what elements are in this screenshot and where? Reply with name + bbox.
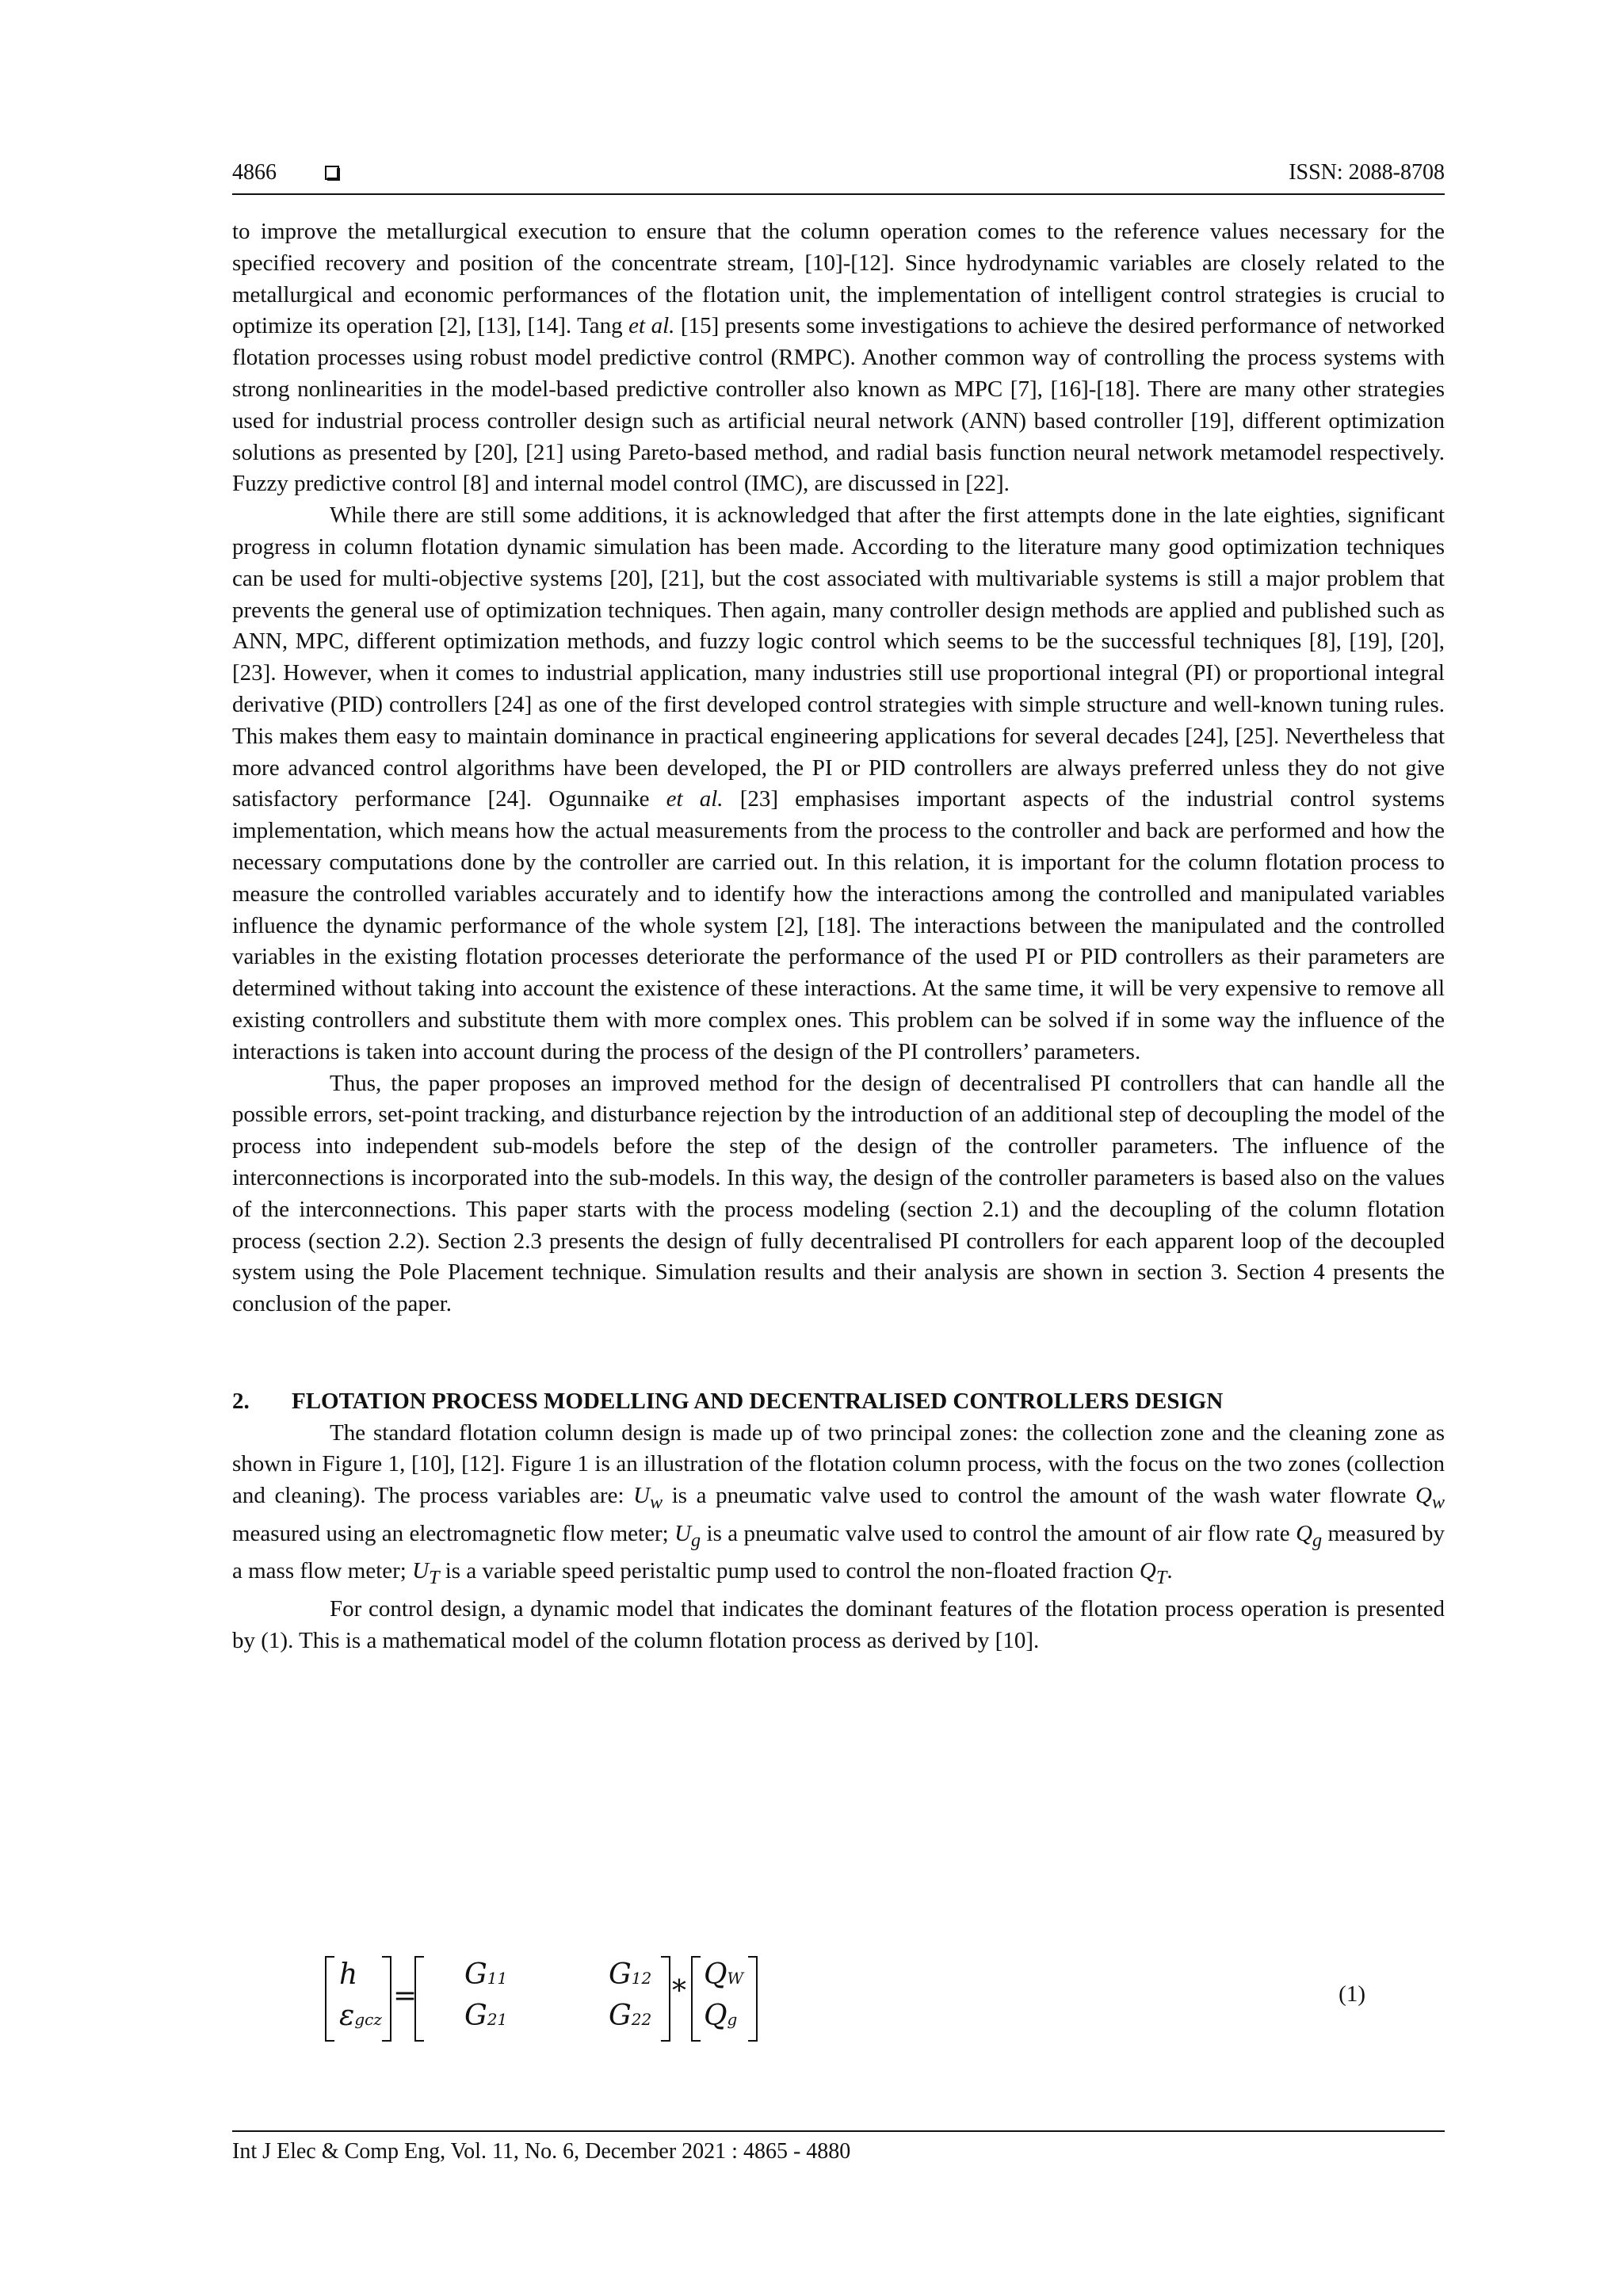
paragraph-1 [232, 216, 1445, 500]
equation-number: (1) [1338, 1981, 1365, 2007]
bracket-right [748, 1956, 758, 2042]
var-qw: $Q_w$ [1415, 1483, 1445, 1514]
rhs-qw: QW [704, 1958, 744, 1991]
lhs-epsilon: εgcz [339, 2000, 382, 2032]
bracket-left [414, 1956, 424, 2042]
equation-1 [325, 1956, 1445, 2043]
footer-rule [232, 2130, 1445, 2132]
section-number: 2. [232, 1388, 250, 1414]
paragraph-1-text: to improve the metallurgical execution to ensure that the column operation comes to the reference values necessary for the specified recovery and position of the concentrate stream, [10]-[12]. Since hydrodynamic variables are closely related to the metallurgical and economic performances of the flotation unit, the implementation of intelligent control strategies is crucial to optimize its operation [2], [13], [14]. Tang [232, 219, 1445, 339]
paragraph-3: Thus, the paper proposes an improved method for the design of decentralised PI controllers that can handle all the possible errors, set-point tracking, and disturbance rejection by the introduction of an additional step of decoupling the model of the process into independent sub-models before the step of the design of the controller parameters. The influence of the interconnections is incorporated into the sub-models. In this way, the design of the controller parameters is based also on the values of the interconnections. This paper starts with the process modeling (section 2.1) and the decoupling of the column flotation process (section 2.2). Section 2.3 presents the design of fully decentralised PI controllers for each apparent loop of the decoupled system using the Pole Placement technique. Simulation results and their analysis are shown in section 3. Section 4 presents the conclusion of the paper. [232, 1070, 1445, 1317]
var-uw: $U_w$ [633, 1483, 663, 1514]
paragraph-2 [232, 500, 1445, 1068]
bracket-left [691, 1956, 701, 2042]
et-al-1: et al. [628, 313, 675, 339]
var-qg: $Q_g$ [1296, 1520, 1323, 1551]
lhs-h: h [339, 1958, 358, 1991]
var-qt: $Q_T$ [1139, 1558, 1167, 1589]
paragraph-4-text: is a pneumatic valve used to control the amount of air flow rate [701, 1520, 1296, 1546]
issn-label: ISSN: 2088-8708 [1289, 160, 1445, 185]
paragraph-1-rest: [15] presents some investigations to achieve the desired performance of networked flotation processes using robust model predictive control (RMPC). Another common way of controlling the process systems with strong nonlinearities in the model-based predictive controller also known as MPC [7], [16]-[18]. There are many other strategies used for industrial process controller design such as artificial neural network (ANN) based controller [19], different optimization solutions as presented by [20], [21] using Pareto-based method, and radial basis function neural network metamodel respectively. Fuzzy predictive control [8] and internal model control (IMC), are discussed in [22]. [232, 313, 1445, 497]
section-title: FLOTATION PROCESS MODELLING AND DECENTRALISED CONTROLLERS DESIGN [292, 1388, 1224, 1414]
section-heading [232, 1386, 1445, 1418]
bracket-left [325, 1956, 334, 2042]
equals-sign: = [393, 1980, 418, 2012]
g11: G11 [464, 1958, 508, 1991]
var-ut: $U_T$ [412, 1558, 440, 1589]
var-ug: $U_g$ [674, 1520, 701, 1551]
paragraph-2-text-b: [23] emphasises important aspects of the industrial control systems implementation, which means how the actual measurements from the process to the controller and back are performed and how the necessary computations done by the controller are carried out. In this relation, it is important for the column flotation process to measure the controlled variables accurately and to identify how the interactions among the controlled and manipulated variables influence the dynamic performance of the whole system [2], [18]. The interactions between the manipulated and the controlled variables in the existing flotation processes deteriorate the performance of the used PI or PID controllers as their parameters are determined without taking into account the existence of these interactions. At the same time, it will be very expensive to remove all existing controllers and substitute them with more complex ones. This problem can be solved if in some way the influence of the interactions is taken into account during the process of the design of the PI controllers’ parameters. [232, 786, 1445, 1064]
page-number: 4866 [232, 160, 277, 185]
paragraph-4-text: . [1167, 1558, 1173, 1584]
square-glyph-icon [323, 163, 342, 182]
header-rule [232, 193, 1445, 195]
paragraph-5: For control design, a dynamic model that indicates the dominant features of the flotation process operation is presented by (1). This is a mathematical model of the column flotation process as derived by [10]. [232, 1596, 1445, 1653]
g12: G12 [609, 1958, 652, 1991]
paragraph-4-text: is a pneumatic valve used to control the amount of the wash water flowrate [663, 1483, 1415, 1509]
paragraph-4 [232, 1418, 1445, 1594]
bracket-right [382, 1956, 391, 2042]
g22: G22 [609, 2000, 652, 2032]
multiply-sign: * [672, 1975, 686, 2008]
et-al-2: et al. [666, 786, 724, 812]
rhs-qg: Qg [704, 2000, 738, 2032]
footer-citation: Int J Elec & Comp Eng, Vol. 11, No. 6, December 2021 : 4865 - 4880 [232, 2139, 851, 2164]
g21: G21 [464, 2000, 508, 2032]
paragraph-4-text: The standard flotation column design is made up of two principal zones: the collection zone and the cleaning zone as shown in Figure 1, [10], [12]. Figure 1 is an illustration of the flotation column process, with the focus on the two zones (collection and cleaning). The process variables are: [232, 1419, 1445, 1509]
page-header [232, 157, 1445, 189]
bracket-right [661, 1956, 670, 2042]
paragraph-2-text-a: While there are still some additions, it is acknowledged that after the first attempts done in the late eighties, significant progress in column flotation dynamic simulation has been made. According to the literature many good optimization techniques can be used for multi-objective systems [20], [21], but the cost associated with multivariable systems is still a major problem that prevents the general use of optimization techniques. Then again, many controller design methods are applied and published such as ANN, MPC, different optimization methods, and fuzzy logic control which seems to be the successful techniques [8], [19], [20], [23]. However, when it comes to industrial application, many industries still use proportional integral (PI) or proportional integral derivative (PID) controllers [24] as one of the first developed control strategies with simple structure and well-known tuning rules. This makes them easy to maintain dominance in practical engineering applications for several decades [24], [25]. Nevertheless that more advanced control algorithms have been developed, the PI or PID controllers are always preferred unless they do not give satisfactory performance [24]. Ogunnaike [232, 502, 1445, 812]
paragraph-4-text: is a variable speed peristaltic pump used to control the non-floated fraction [439, 1558, 1140, 1584]
article-body [232, 216, 1445, 1657]
paragraph-4-text: measured by a mass flow meter; [232, 1520, 1445, 1584]
paragraph-4-text: measured using an electromagnetic flow meter; [232, 1520, 675, 1546]
